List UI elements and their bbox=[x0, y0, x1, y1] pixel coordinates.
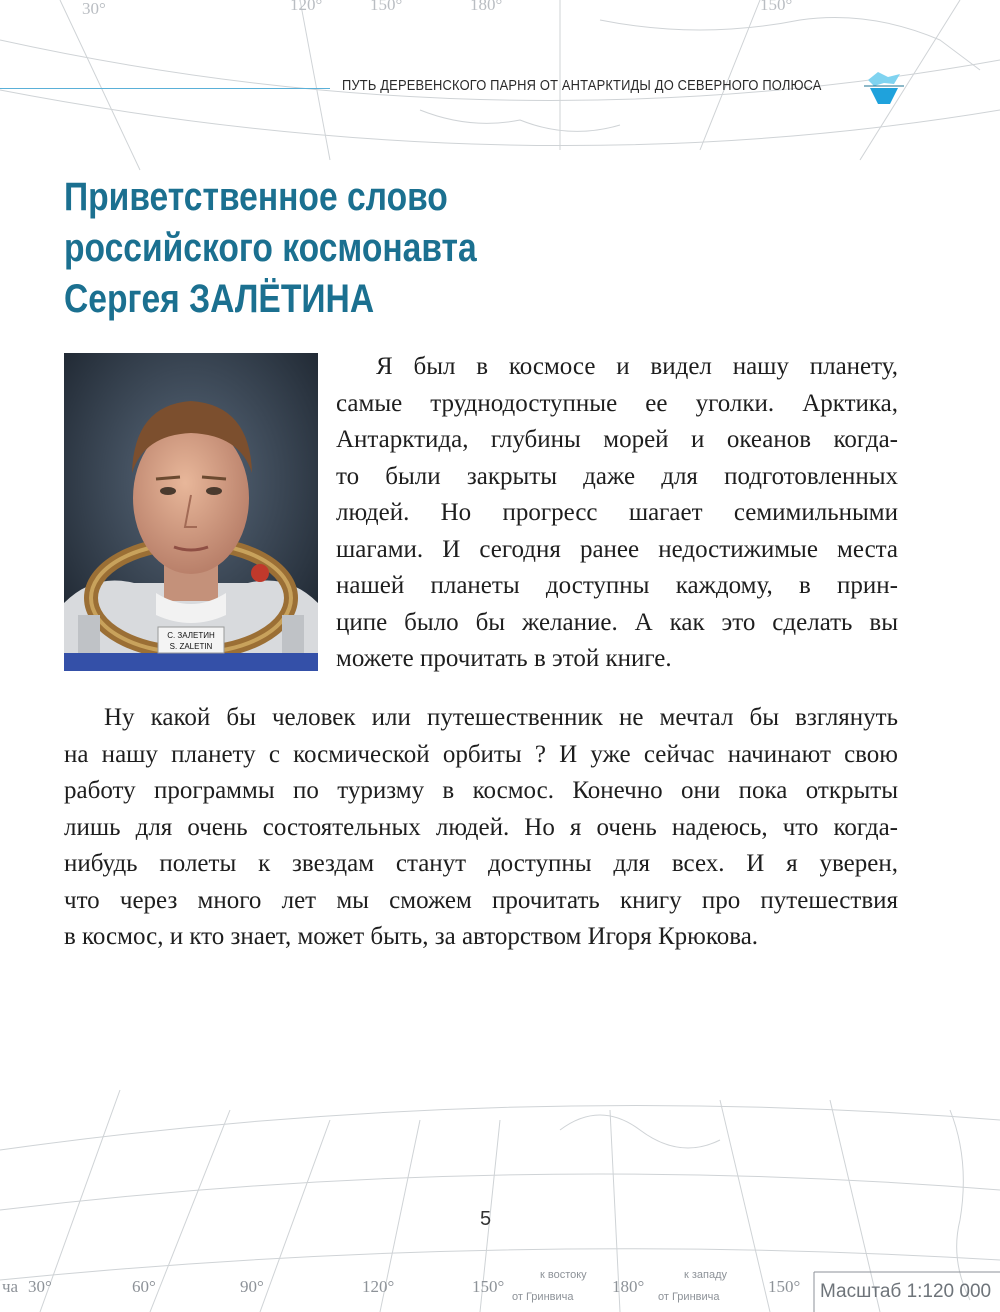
text-line: Ну какой бы человек или путешественник не мечтал бы взглянуть bbox=[104, 704, 898, 731]
text-line: можете прочитать в этой книге. bbox=[336, 645, 672, 672]
text-line: шагами. И сегодня ранее недостижимые места bbox=[336, 535, 898, 563]
map-label: к востоку bbox=[540, 1269, 587, 1281]
text-line: Я был в космосе и видел нашу планету, bbox=[376, 353, 898, 380]
map-label: ча bbox=[2, 1277, 19, 1296]
text-line: что через много лет мы сможем прочитать книгу про путешествия bbox=[64, 886, 898, 914]
map-label: 60° bbox=[132, 1277, 156, 1296]
map-label: 120° bbox=[362, 1277, 395, 1296]
map-label: 30° bbox=[28, 1277, 52, 1296]
text-line: самые труднодоступные ее уголки. Арктика, bbox=[336, 389, 898, 417]
text-line: работу программы по туризму в космос. Конечно они пока открыты bbox=[64, 777, 898, 804]
text-line: лишь для очень состоятельных людей. Но я очень надеюсь, что когда- bbox=[64, 813, 898, 841]
map-label: 150° bbox=[370, 0, 403, 14]
header-rule bbox=[0, 88, 330, 89]
map-label: 180° bbox=[612, 1277, 645, 1296]
text-line: нибудь полеты к звездам станут доступны для всех. И я уверен, bbox=[64, 850, 898, 877]
map-label: 150° bbox=[760, 0, 793, 14]
main-paragraph bbox=[64, 700, 898, 956]
intro-paragraph bbox=[336, 349, 898, 678]
map-label: от Гринвича bbox=[658, 1291, 720, 1303]
text-line: нашей планеты доступны каждому, в прин- bbox=[336, 572, 898, 599]
map-label: 30° bbox=[82, 0, 106, 18]
text-line: в космос, и кто знает, может быть, за авторством Игоря Крюкова. bbox=[64, 923, 759, 950]
title-line: Приветственное слово bbox=[64, 175, 448, 219]
text-line: то были закрыты даже для подготовленных bbox=[336, 462, 898, 490]
page-title bbox=[64, 172, 568, 325]
title-line: российского космонавта bbox=[64, 226, 477, 270]
text-line: ципе было бы желание. А как это сделать вы bbox=[336, 608, 898, 636]
map-label: 180° bbox=[470, 0, 503, 14]
map-label: 90° bbox=[240, 1277, 264, 1296]
iceberg-icon bbox=[864, 68, 904, 108]
map-scale-label: Масштаб 1:120 000 bbox=[820, 1281, 992, 1302]
name-patch-en: S. ZALETIN bbox=[169, 642, 213, 651]
map-label: 150° bbox=[472, 1277, 505, 1296]
name-patch-ru: С. ЗАЛЕТИН bbox=[167, 631, 215, 640]
text-line: на нашу планету с космической орбиты ? И уже сейчас начинают свою bbox=[64, 740, 898, 768]
text-line: людей. Но прогресс шагает семимильными bbox=[336, 499, 898, 526]
title-line: Сергея ЗАЛЁТИНА bbox=[64, 277, 375, 321]
cosmonaut-portrait bbox=[64, 353, 318, 671]
page-number: 5 bbox=[480, 1208, 492, 1230]
running-title: ПУТЬ ДЕРЕВЕНСКОГО ПАРНЯ ОТ АНТАРКТИДЫ ДО СЕВЕРНОГО ПОЛЮСА bbox=[342, 77, 822, 94]
map-label: к западу bbox=[684, 1269, 728, 1281]
map-label: 120° bbox=[290, 0, 323, 14]
map-label: от Гринвича bbox=[512, 1291, 574, 1303]
text-line: Антарктида, глубины морей и океанов когда- bbox=[336, 426, 898, 453]
map-label: 150° bbox=[768, 1277, 801, 1296]
